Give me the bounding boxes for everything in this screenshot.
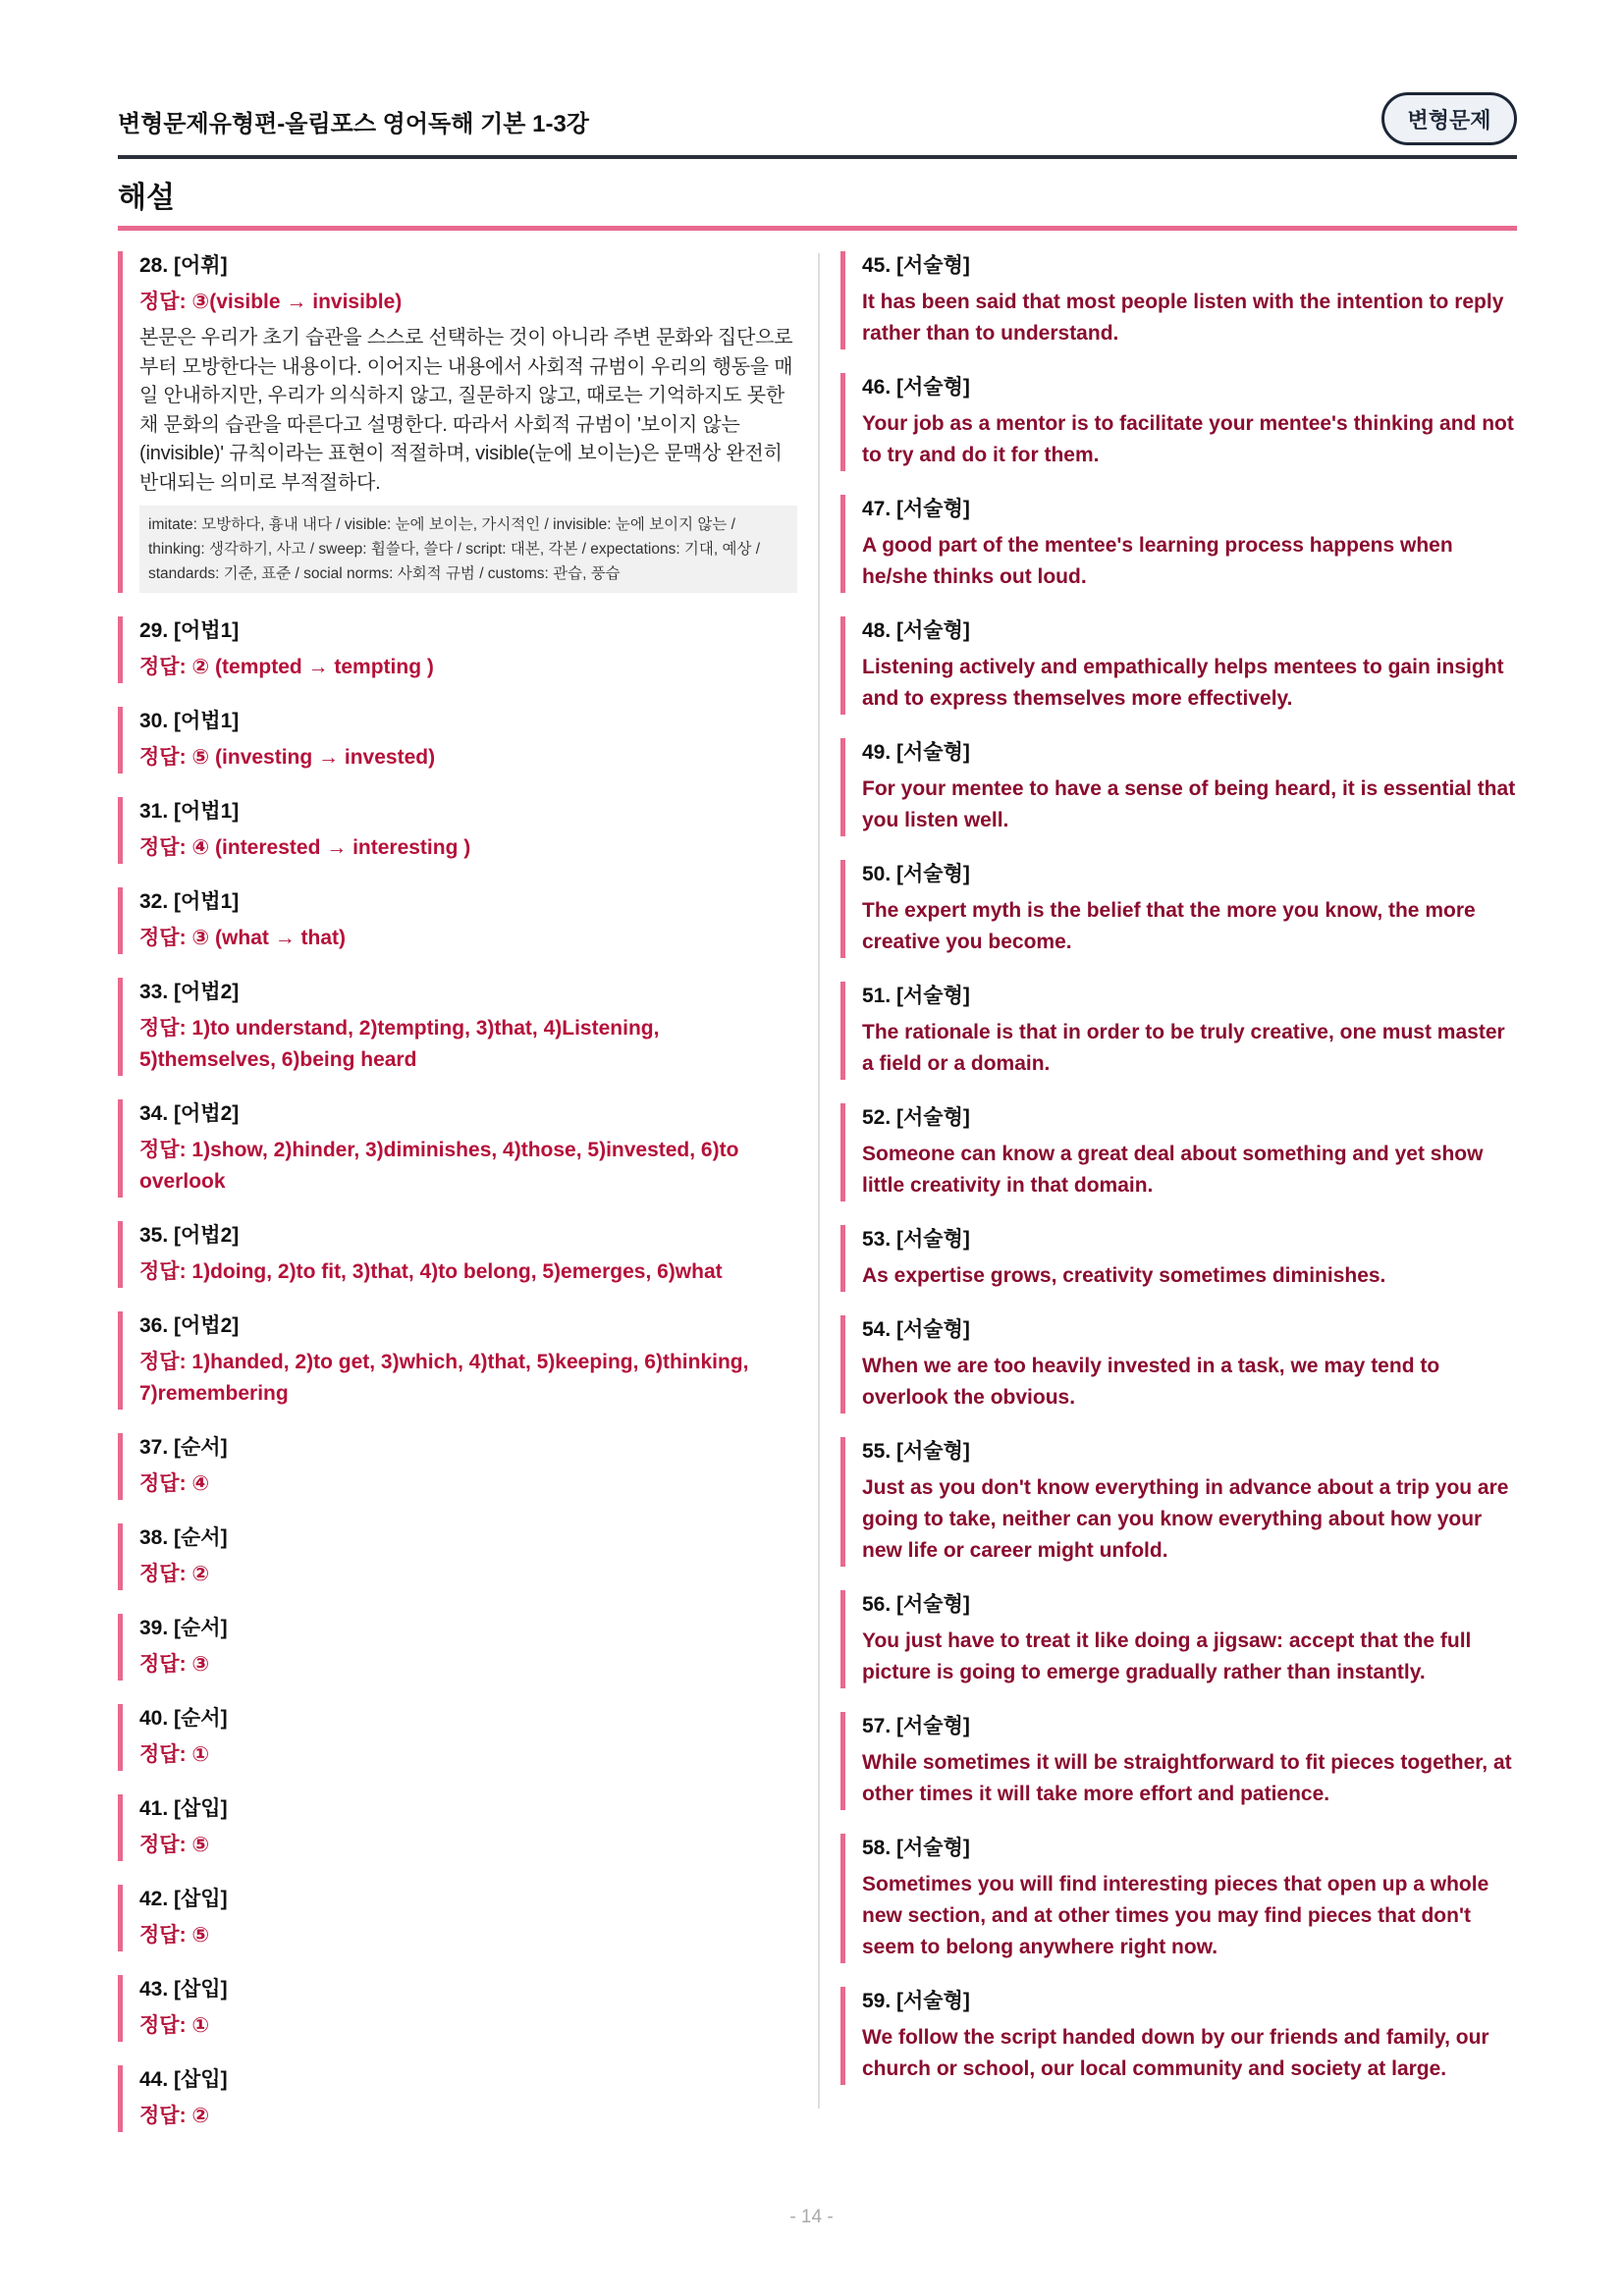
answer-text: ⑤ [191,1924,210,1947]
item-heading: 34. [어법2] [139,1102,240,1125]
answer-text: ③ (what → that) [191,927,347,949]
answer-item [840,1987,1518,2085]
answer-text: ③ [191,1653,210,1676]
answer-label: 정답: [139,746,187,769]
item-answer: Listening actively and empathically helps mentees to gain insight and to express themselves more effectively. [862,656,1504,710]
category-badge: 변형문제 [1381,92,1517,145]
item-heading: 44. [삽입] [139,2068,228,2091]
item-explanation: 본문은 우리가 초기 습관을 스스로 선택하는 것이 아니라 주변 문화와 집단으로부터 모방한다는 내용이다. 이어지는 내용에서 사회적 규범이 우리의 행동을 매일 안내하지만, 우리가 의식하지 않고, 질문하지 않고, 때로는 기억하지도 못한 채 문화의 습관을 따른다고 설명한다. 따라서 사회적 규범이 '보이지 않는(invisible)' 규칙이라는 표현이 적절하며, visible(눈에 보이는)은 문맥상 완전히 반대되는 의미로 부적절하다. [139,327,793,494]
item-heading: 32. [어법1] [139,890,240,913]
answer-label: 정답: [139,1653,187,1676]
answer-item [118,2065,797,2132]
item-heading: 33. [어법2] [139,981,240,1003]
item-answer [139,1013,797,1076]
answer-text: ④ [191,1472,210,1495]
item-answer [139,1920,797,1951]
answer-item [118,616,797,683]
item-answer [139,832,797,864]
item-heading: 47. [서술형] [862,498,970,520]
item-heading: 57. [서술형] [862,1715,970,1737]
answer-item [118,1523,797,1590]
item-answer: While sometimes it will be straightforward to fit pieces together, at other times it will take more effort and patience. [862,1751,1512,1805]
item-answer: As expertise grows, creativity sometimes diminishes. [862,1264,1386,1287]
item-answer [139,1739,797,1771]
answer-item [840,982,1518,1080]
header-title: 변형문제유형편-올림포스 영어독해 기본 1-3강 [118,111,589,137]
answer-text: ④ (interested → interesting ) [191,836,471,859]
answer-item [840,1103,1518,1201]
answer-text: ② [191,2105,210,2127]
answer-text: ⑤ (investing → invested) [191,746,436,769]
answer-label: 정답: [139,1472,187,1495]
item-answer [139,1559,797,1590]
answer-text: ② (tempted → tempting ) [191,656,434,678]
item-answer [139,287,797,318]
item-answer: For your mentee to have a sense of being heard, it is essential that you listen well. [862,777,1516,831]
item-heading: 50. [서술형] [862,863,970,885]
item-heading: 48. [서술형] [862,619,970,642]
answer-label: 정답: [139,1563,187,1585]
item-answer: You just have to treat it like doing a jigsaw: accept that the full picture is going to emerge gradually rather than instantly. [862,1629,1472,1683]
answer-text: ① [191,2014,210,2037]
item-answer: Sometimes you will find interesting pieces that open up a whole new section, and at other times you may find pieces that don't seem to belong anywhere right now. [862,1873,1489,1958]
answer-item [118,1221,797,1288]
answer-text: ③(visible → invisible) [191,291,403,313]
item-heading: 39. [순서] [139,1617,228,1639]
answer-item [118,1975,797,2042]
answer-item [118,1099,797,1198]
item-heading: 29. [어법1] [139,619,240,642]
item-answer: It has been said that most people listen with the intention to reply rather than to understand. [862,291,1504,345]
answer-item [840,616,1518,715]
answer-item [118,1885,797,1951]
section-divider [118,226,1517,231]
answer-label: 정답: [139,2014,187,2037]
item-heading: 42. [삽입] [139,1888,228,1910]
answer-text: ① [191,1743,210,1766]
item-answer [139,1256,797,1288]
item-heading: 52. [서술형] [862,1106,970,1129]
answer-label: 정답: [139,1139,187,1161]
item-heading: 40. [순서] [139,1707,228,1730]
answer-label: 정답: [139,2105,187,2127]
answer-label: 정답: [139,656,187,678]
answer-item [118,707,797,774]
answer-label: 정답: [139,1017,187,1040]
item-answer: Just as you don't know everything in advance about a trip you are going to take, neither can you know everything about how your new life or career might unfold. [862,1476,1509,1562]
answer-label: 정답: [139,1743,187,1766]
left-column [118,253,797,2158]
item-heading: 35. [어법2] [139,1224,240,1247]
answer-label: 정답: [139,1924,187,1947]
answer-label: 정답: [139,927,187,949]
item-answer: When we are too heavily invested in a task, we may tend to overlook the obvious. [862,1355,1440,1409]
item-answer [139,2101,797,2132]
answer-label: 정답: [139,836,187,859]
answer-text: 1)doing, 2)to fit, 3)that, 4)to belong, 5)emerges, 6)what [191,1260,723,1283]
answer-label: 정답: [139,1260,187,1283]
answer-item [840,251,1518,349]
answer-text: 1)show, 2)hinder, 3)diminishes, 4)those, 5)invested, 6)to overlook [139,1139,739,1193]
answer-item [840,1315,1518,1414]
answer-item [840,373,1518,471]
item-heading: 56. [서술형] [862,1593,970,1616]
item-heading: 54. [서술형] [862,1318,970,1341]
item-answer: We follow the script handed down by our friends and family, our church or school, our local community and society at large. [862,2026,1489,2080]
item-answer [139,923,797,954]
item-answer: The expert myth is the belief that the more you know, the more creative you become. [862,899,1476,953]
answer-item [118,1704,797,1771]
answer-label: 정답: [139,291,187,313]
answer-item [840,495,1518,593]
answer-label: 정답: [139,1834,187,1856]
item-heading: 41. [삽입] [139,1797,228,1820]
answer-item [118,1433,797,1500]
item-answer [139,1830,797,1861]
item-answer [139,652,797,683]
right-column [840,253,1518,2110]
answer-item [118,1614,797,1681]
item-heading: 37. [순서] [139,1436,228,1459]
answer-item [840,1590,1518,1688]
item-heading: 31. [어법1] [139,800,240,823]
item-answer: Your job as a mentor is to facilitate your mentee's thinking and not to try and do it for them. [862,412,1514,466]
answer-item [118,1311,797,1410]
item-heading: 30. [어법1] [139,710,240,732]
column-divider [818,253,820,2109]
answer-text: ⑤ [191,1834,210,1856]
item-heading: 46. [서술형] [862,376,970,399]
answer-text: 1)handed, 2)to get, 3)which, 4)that, 5)keeping, 6)thinking, 7)remembering [139,1351,749,1405]
answer-text: ② [191,1563,210,1585]
item-answer [139,1649,797,1681]
item-heading: 36. [어법2] [139,1314,240,1337]
item-heading: 59. [서술형] [862,1990,970,2012]
answer-item [840,860,1518,958]
page-number: - 14 - [789,2207,834,2227]
item-heading: 43. [삽입] [139,1978,228,2001]
item-answer [139,1347,797,1410]
item-heading: 51. [서술형] [862,985,970,1007]
answer-text: 1)to understand, 2)tempting, 3)that, 4)Listening, 5)themselves, 6)being heard [139,1017,660,1071]
item-answer [139,742,797,774]
item-answer: The rationale is that in order to be truly creative, one must master a field or a domain. [862,1021,1505,1075]
item-heading: 55. [서술형] [862,1440,970,1463]
item-heading: 45. [서술형] [862,254,970,277]
answer-item [118,1794,797,1861]
item-heading: 53. [서술형] [862,1228,970,1251]
answer-label: 정답: [139,1351,187,1373]
item-heading: 49. [서술형] [862,741,970,764]
answer-item [840,738,1518,836]
item-answer [139,1135,797,1198]
answer-item [840,1437,1518,1567]
vocabulary-box: imitate: 모방하다, 흉내 내다 / visible: 눈에 보이는, 가시적인 / invisible: 눈에 보이지 않는 / thinking: 생각하기, 사고 / sweep: 휩쓸다, 쓸다 / script: 대본, 각본 / expectations: 기대, 예상 / standards: 기준, 표준 / social norms: 사회적 규범 / customs: 관습, 풍습 [139,506,797,593]
item-answer [139,1468,797,1500]
answer-item [118,797,797,864]
answer-item [118,978,797,1076]
item-heading: 38. [순서] [139,1526,228,1549]
page-header [118,90,1517,159]
answer-item [118,887,797,954]
item-answer: Someone can know a great deal about something and yet show little creativity in that domain. [862,1143,1484,1197]
item-answer: A good part of the mentee's learning process happens when he/she thinks out loud. [862,534,1453,588]
answer-item [840,1712,1518,1810]
answer-item [840,1225,1518,1292]
answer-item [118,251,797,593]
answer-item [840,1834,1518,1963]
item-answer [139,2010,797,2042]
item-heading: 58. [서술형] [862,1837,970,1859]
item-heading: 28. [어휘] [139,254,228,277]
section-title: 해설 [118,182,175,214]
